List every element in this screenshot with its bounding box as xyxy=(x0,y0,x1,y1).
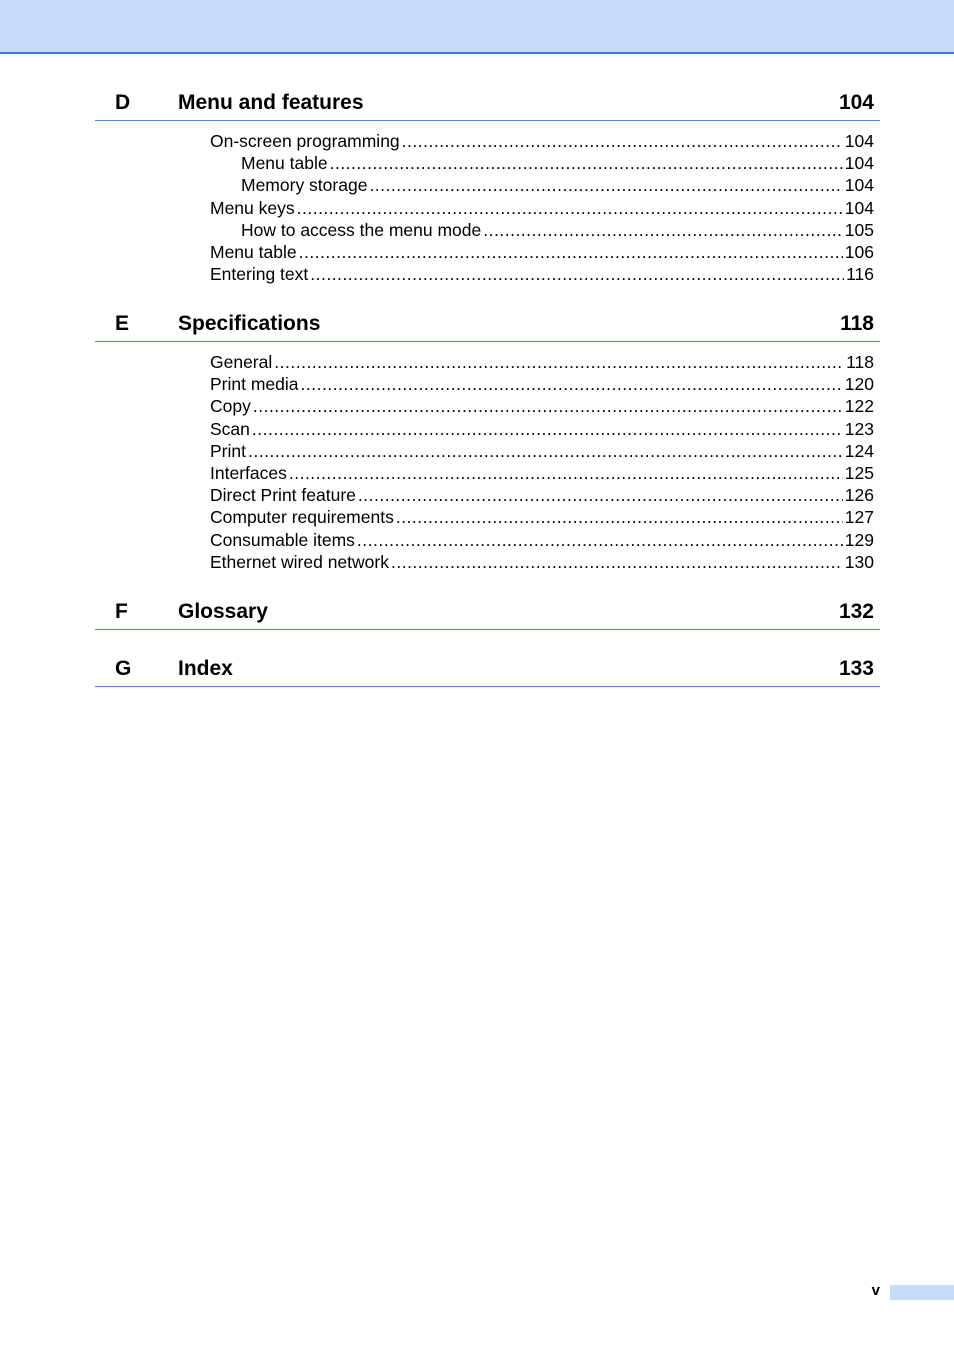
entry-label: Ethernet wired network xyxy=(210,551,389,572)
entry-page: 118 xyxy=(846,352,874,372)
entry-page: 120 xyxy=(844,374,874,395)
entry-page: 129 xyxy=(844,529,874,550)
section-heading xyxy=(95,86,880,121)
entry-page: 105 xyxy=(844,219,874,240)
toc-entry[interactable] xyxy=(210,130,874,152)
section-page-number: 132 xyxy=(838,600,874,623)
toc-entry[interactable] xyxy=(241,174,874,196)
entry-page: 104 xyxy=(844,153,874,174)
dot-leader xyxy=(310,263,844,285)
toc-section-f xyxy=(95,595,880,630)
entry-label: Scan xyxy=(210,418,250,439)
entry-page: 123 xyxy=(844,418,874,439)
toc-entry[interactable] xyxy=(210,529,874,551)
toc-entry[interactable] xyxy=(210,197,874,219)
section-page-number: 133 xyxy=(838,657,874,680)
dot-leader xyxy=(483,219,843,241)
entry-label: Consumable items xyxy=(210,529,355,550)
toc-entry[interactable] xyxy=(210,395,874,417)
entry-page: 125 xyxy=(844,462,874,483)
entry-label: Entering text xyxy=(210,264,309,285)
section-page-number: 104 xyxy=(838,91,874,114)
toc-entry[interactable] xyxy=(210,351,874,373)
entry-label: On-screen programming xyxy=(210,131,400,151)
toc-section-e xyxy=(95,307,880,573)
section-letter: E xyxy=(115,312,130,335)
entry-label: Direct Print feature xyxy=(210,485,356,506)
entry-page: 116 xyxy=(846,264,874,285)
dot-leader xyxy=(248,440,843,462)
toc-entry[interactable] xyxy=(210,263,874,285)
dot-leader xyxy=(289,462,843,484)
dot-leader xyxy=(357,529,843,551)
entry-label: Copy xyxy=(210,396,251,417)
section-title[interactable]: Glossary xyxy=(178,600,268,623)
toc-entry[interactable] xyxy=(210,418,874,440)
header-band xyxy=(0,0,954,54)
section-letter: F xyxy=(115,600,128,623)
section-letter: G xyxy=(115,657,132,680)
section-heading xyxy=(95,307,880,342)
page-number: v xyxy=(871,1282,880,1299)
dot-leader xyxy=(391,551,843,573)
entry-label: Print xyxy=(210,440,246,461)
entry-page: 104 xyxy=(844,197,874,218)
entry-page: 106 xyxy=(844,241,874,262)
toc-entry[interactable] xyxy=(210,484,874,506)
toc-entry[interactable] xyxy=(210,440,874,462)
entry-page: 126 xyxy=(844,485,874,506)
entry-page: 104 xyxy=(844,131,874,151)
dot-leader xyxy=(301,373,843,395)
section-title[interactable]: Specifications xyxy=(178,312,321,335)
toc-entry[interactable] xyxy=(210,506,874,528)
entry-label: Print media xyxy=(210,374,299,395)
toc-entry[interactable] xyxy=(210,551,874,573)
entry-page: 130 xyxy=(844,551,874,572)
section-letter: D xyxy=(115,91,131,114)
entry-label: Menu keys xyxy=(210,197,295,218)
entry-label: Memory storage xyxy=(241,175,368,196)
section-title[interactable]: Menu and features xyxy=(178,91,364,114)
entry-label: How to access the menu mode xyxy=(241,219,482,240)
entry-label: General xyxy=(210,352,273,372)
dot-leader xyxy=(253,395,843,417)
toc-entry[interactable] xyxy=(210,241,874,263)
dot-leader xyxy=(274,351,844,373)
section-page-number: 118 xyxy=(840,312,874,335)
dot-leader xyxy=(396,506,843,528)
section-heading xyxy=(95,595,880,630)
entry-label: Interfaces xyxy=(210,462,287,483)
dot-leader xyxy=(369,174,842,196)
entry-page: 124 xyxy=(844,440,874,461)
toc-section-d xyxy=(95,86,880,285)
entry-label: Computer requirements xyxy=(210,507,394,528)
toc-section-g xyxy=(95,652,880,687)
toc-entry[interactable] xyxy=(210,462,874,484)
dot-leader xyxy=(358,484,843,506)
entry-page: 127 xyxy=(844,507,874,528)
dot-leader xyxy=(402,130,843,152)
toc-entry[interactable] xyxy=(241,219,874,241)
entry-page: 104 xyxy=(844,175,874,196)
entry-label: Menu table xyxy=(210,241,297,262)
entry-label: Menu table xyxy=(241,153,328,174)
section-title[interactable]: Index xyxy=(178,657,233,680)
toc-entry[interactable] xyxy=(210,373,874,395)
dot-leader xyxy=(330,152,843,174)
dot-leader xyxy=(252,418,843,440)
entry-page: 122 xyxy=(844,396,874,417)
dot-leader xyxy=(297,197,843,219)
section-heading xyxy=(95,652,880,687)
toc-entry[interactable] xyxy=(241,152,874,174)
dot-leader xyxy=(299,241,843,263)
footer-tab xyxy=(890,1285,954,1300)
